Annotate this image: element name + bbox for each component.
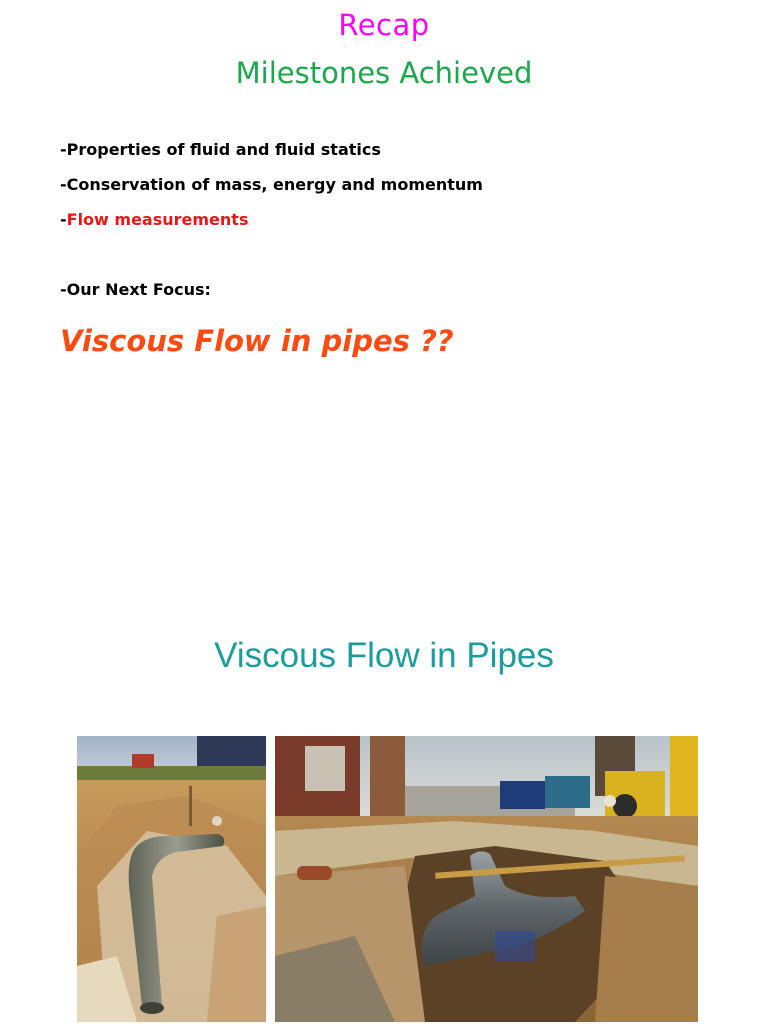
section-title: Viscous Flow in Pipes bbox=[214, 636, 554, 675]
bullet-item bbox=[60, 140, 381, 159]
street-pipe-excavation-photo bbox=[275, 736, 698, 1022]
bullet-item bbox=[60, 280, 211, 299]
slide-title: Recap bbox=[338, 8, 430, 42]
bullet-text: Conservation of mass, energy and momentum bbox=[66, 175, 483, 194]
bullet-prefix: - bbox=[60, 210, 67, 229]
bullet-text: Flow measurements bbox=[66, 210, 249, 229]
bullet-text: Properties of fluid and fluid statics bbox=[66, 140, 381, 159]
bullet-prefix: - bbox=[60, 280, 67, 299]
bullet-prefix: - bbox=[60, 140, 67, 159]
pipe-installation-trench-photo bbox=[77, 736, 266, 1022]
bullet-item-highlighted bbox=[60, 210, 248, 229]
next-focus-topic: Viscous Flow in pipes ?? bbox=[60, 324, 454, 358]
slide-subtitle: Milestones Achieved bbox=[235, 56, 533, 90]
bullet-item bbox=[60, 175, 483, 194]
bullet-text: Our Next Focus: bbox=[66, 280, 211, 299]
bullet-prefix: - bbox=[60, 175, 67, 194]
